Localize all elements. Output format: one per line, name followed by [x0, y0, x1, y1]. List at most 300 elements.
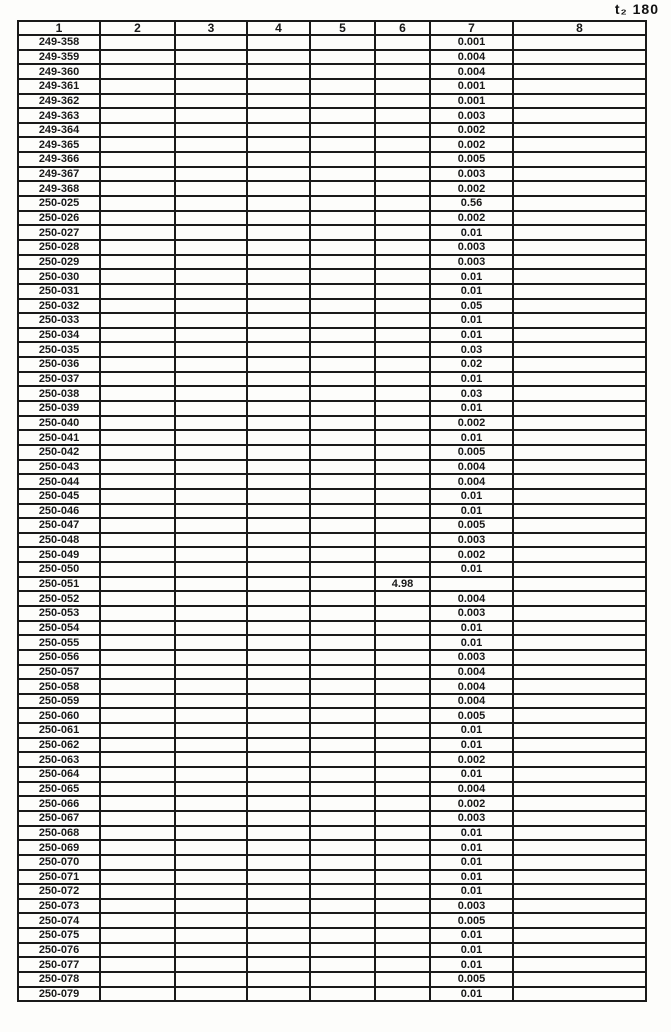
value-cell [310, 518, 375, 533]
value-cell [100, 840, 175, 855]
value-cell: 0.01 [430, 313, 513, 328]
value-cell: 0.005 [430, 518, 513, 533]
value-cell [513, 811, 646, 826]
row-id-cell: 250-070 [18, 855, 100, 870]
row-id-cell: 250-032 [18, 299, 100, 314]
value-cell [310, 650, 375, 665]
value-cell [175, 284, 247, 299]
value-cell [247, 855, 310, 870]
row-id-cell: 250-026 [18, 211, 100, 226]
row-id-cell: 250-069 [18, 840, 100, 855]
value-cell [247, 196, 310, 211]
value-cell [375, 972, 430, 987]
value-cell [100, 606, 175, 621]
value-cell [310, 50, 375, 65]
value-cell: 0.56 [430, 196, 513, 211]
value-cell [513, 357, 646, 372]
value-cell [513, 225, 646, 240]
value-cell [247, 606, 310, 621]
value-cell [100, 694, 175, 709]
value-cell [100, 518, 175, 533]
value-cell [100, 196, 175, 211]
value-cell [247, 240, 310, 255]
value-cell: 0.01 [430, 504, 513, 519]
value-cell [175, 460, 247, 475]
value-cell [100, 547, 175, 562]
value-cell [100, 137, 175, 152]
value-cell [310, 533, 375, 548]
value-cell [310, 708, 375, 723]
table-row [18, 328, 646, 343]
value-cell [100, 284, 175, 299]
table-row [18, 635, 646, 650]
value-cell [310, 577, 375, 592]
value-cell [513, 694, 646, 709]
table-row [18, 811, 646, 826]
row-id-cell: 250-065 [18, 782, 100, 797]
value-cell [175, 50, 247, 65]
value-cell [100, 913, 175, 928]
value-cell: 0.01 [430, 870, 513, 885]
table-row [18, 855, 646, 870]
value-cell: 0.01 [430, 928, 513, 943]
value-cell [100, 167, 175, 182]
value-cell [375, 504, 430, 519]
row-id-cell: 250-048 [18, 533, 100, 548]
value-cell: 0.05 [430, 299, 513, 314]
value-cell [247, 621, 310, 636]
table-row [18, 913, 646, 928]
value-cell [247, 108, 310, 123]
value-cell [513, 518, 646, 533]
column-header-5: 5 [310, 21, 375, 35]
table-row [18, 313, 646, 328]
value-cell [375, 284, 430, 299]
value-cell [310, 108, 375, 123]
value-cell [175, 752, 247, 767]
value-cell [310, 196, 375, 211]
value-cell [513, 445, 646, 460]
value-cell [375, 811, 430, 826]
value-cell [175, 386, 247, 401]
value-cell [310, 167, 375, 182]
value-cell [375, 416, 430, 431]
table-row [18, 460, 646, 475]
value-cell: 0.01 [430, 621, 513, 636]
value-cell [310, 460, 375, 475]
value-cell [175, 884, 247, 899]
value-cell [375, 752, 430, 767]
value-cell [375, 987, 430, 1002]
value-cell [175, 679, 247, 694]
table-row [18, 606, 646, 621]
value-cell [175, 708, 247, 723]
value-cell: 0.003 [430, 167, 513, 182]
value-cell [100, 181, 175, 196]
row-id-cell: 250-038 [18, 386, 100, 401]
value-cell: 0.004 [430, 460, 513, 475]
value-cell [375, 64, 430, 79]
value-cell [375, 372, 430, 387]
value-cell [310, 913, 375, 928]
value-cell [175, 738, 247, 753]
table-row [18, 826, 646, 841]
value-cell [175, 767, 247, 782]
value-cell [100, 811, 175, 826]
value-cell: 0.01 [430, 635, 513, 650]
value-cell [100, 386, 175, 401]
value-cell [375, 357, 430, 372]
column-header-1: 1 [18, 21, 100, 35]
row-id-cell: 250-077 [18, 957, 100, 972]
value-cell [310, 445, 375, 460]
value-cell [375, 957, 430, 972]
value-cell [513, 957, 646, 972]
table-row [18, 884, 646, 899]
value-cell [513, 299, 646, 314]
value-cell [375, 445, 430, 460]
table-row [18, 123, 646, 138]
value-cell: 0.004 [430, 474, 513, 489]
table-row [18, 299, 646, 314]
table-row [18, 445, 646, 460]
value-cell [513, 899, 646, 914]
value-cell: 0.01 [430, 328, 513, 343]
value-cell [375, 621, 430, 636]
value-cell [175, 196, 247, 211]
value-cell [513, 430, 646, 445]
value-cell [175, 665, 247, 680]
row-id-cell: 249-366 [18, 152, 100, 167]
row-id-cell: 250-036 [18, 357, 100, 372]
value-cell [513, 943, 646, 958]
value-cell [513, 635, 646, 650]
table-row [18, 50, 646, 65]
value-cell [375, 240, 430, 255]
value-cell [175, 957, 247, 972]
value-cell [175, 987, 247, 1002]
value-cell [310, 152, 375, 167]
value-cell [375, 767, 430, 782]
value-cell [513, 474, 646, 489]
table-row [18, 255, 646, 270]
row-id-cell: 250-040 [18, 416, 100, 431]
value-cell [513, 196, 646, 211]
value-cell [375, 943, 430, 958]
value-cell [100, 870, 175, 885]
row-id-cell: 250-079 [18, 987, 100, 1002]
value-cell [100, 562, 175, 577]
value-cell [175, 533, 247, 548]
value-cell [100, 943, 175, 958]
value-cell [375, 782, 430, 797]
value-cell [247, 123, 310, 138]
value-cell [375, 928, 430, 943]
value-cell: 0.002 [430, 796, 513, 811]
value-cell [247, 518, 310, 533]
value-cell [247, 269, 310, 284]
header-row [18, 21, 646, 35]
value-cell [513, 386, 646, 401]
value-cell [513, 577, 646, 592]
value-cell [247, 167, 310, 182]
value-cell [375, 679, 430, 694]
table-row [18, 137, 646, 152]
value-cell [100, 35, 175, 50]
value-cell [375, 211, 430, 226]
value-cell [310, 489, 375, 504]
value-cell [513, 401, 646, 416]
value-cell [513, 884, 646, 899]
value-cell [247, 884, 310, 899]
value-cell [175, 782, 247, 797]
value-cell [247, 547, 310, 562]
value-cell: 0.002 [430, 752, 513, 767]
value-cell [100, 650, 175, 665]
value-cell [513, 650, 646, 665]
value-cell [247, 504, 310, 519]
value-cell [310, 752, 375, 767]
value-cell [310, 357, 375, 372]
value-cell [175, 94, 247, 109]
table-row [18, 577, 646, 592]
value-cell [375, 152, 430, 167]
table-row [18, 767, 646, 782]
value-cell [310, 943, 375, 958]
value-cell: 0.03 [430, 342, 513, 357]
value-cell [175, 313, 247, 328]
table-row [18, 972, 646, 987]
value-cell [513, 108, 646, 123]
row-id-cell: 250-030 [18, 269, 100, 284]
value-cell [513, 181, 646, 196]
value-cell [375, 533, 430, 548]
value-cell [310, 840, 375, 855]
value-cell [100, 225, 175, 240]
value-cell: 0.005 [430, 913, 513, 928]
row-id-cell: 250-042 [18, 445, 100, 460]
value-cell: 0.004 [430, 782, 513, 797]
value-cell [375, 723, 430, 738]
value-cell [513, 708, 646, 723]
value-cell [513, 987, 646, 1002]
value-cell [247, 79, 310, 94]
value-cell [175, 137, 247, 152]
value-cell [175, 943, 247, 958]
value-cell [175, 372, 247, 387]
row-id-cell: 250-074 [18, 913, 100, 928]
value-cell [310, 606, 375, 621]
value-cell [310, 547, 375, 562]
value-cell [247, 928, 310, 943]
value-cell [310, 855, 375, 870]
value-cell: 0.002 [430, 416, 513, 431]
row-id-cell: 250-034 [18, 328, 100, 343]
value-cell [100, 79, 175, 94]
value-cell [310, 679, 375, 694]
row-id-cell: 249-360 [18, 64, 100, 79]
row-id-cell: 249-362 [18, 94, 100, 109]
value-cell [100, 460, 175, 475]
value-cell [513, 342, 646, 357]
value-cell [100, 957, 175, 972]
value-cell [513, 137, 646, 152]
row-id-cell: 250-075 [18, 928, 100, 943]
value-cell [100, 299, 175, 314]
row-id-cell: 250-055 [18, 635, 100, 650]
value-cell [175, 108, 247, 123]
table-row [18, 240, 646, 255]
value-cell [247, 577, 310, 592]
value-cell [513, 123, 646, 138]
value-cell [375, 50, 430, 65]
value-cell [175, 694, 247, 709]
value-cell [513, 782, 646, 797]
value-cell [100, 489, 175, 504]
value-cell [310, 621, 375, 636]
value-cell [175, 445, 247, 460]
value-cell [247, 94, 310, 109]
table-row [18, 167, 646, 182]
value-cell [310, 723, 375, 738]
table-row [18, 562, 646, 577]
value-cell [513, 211, 646, 226]
value-cell: 0.03 [430, 386, 513, 401]
value-cell [513, 796, 646, 811]
value-cell [375, 489, 430, 504]
column-header-4: 4 [247, 21, 310, 35]
value-cell [100, 445, 175, 460]
row-id-cell: 250-066 [18, 796, 100, 811]
table-row [18, 342, 646, 357]
value-cell [247, 357, 310, 372]
value-cell: 0.01 [430, 430, 513, 445]
table-row [18, 94, 646, 109]
row-id-cell: 249-368 [18, 181, 100, 196]
value-cell [513, 840, 646, 855]
table-row [18, 430, 646, 445]
value-cell [247, 826, 310, 841]
value-cell [310, 137, 375, 152]
value-cell: 0.01 [430, 826, 513, 841]
row-id-cell: 249-365 [18, 137, 100, 152]
row-id-cell: 250-062 [18, 738, 100, 753]
value-cell [310, 401, 375, 416]
value-cell [100, 665, 175, 680]
value-cell: 0.01 [430, 562, 513, 577]
value-cell [513, 152, 646, 167]
value-cell [247, 50, 310, 65]
value-cell [513, 928, 646, 943]
row-id-cell: 250-073 [18, 899, 100, 914]
value-cell [175, 870, 247, 885]
value-cell: 4.98 [375, 577, 430, 592]
value-cell [247, 64, 310, 79]
table-row [18, 108, 646, 123]
table-row [18, 401, 646, 416]
value-cell [100, 123, 175, 138]
value-cell [175, 547, 247, 562]
value-cell [247, 782, 310, 797]
value-cell: 0.005 [430, 708, 513, 723]
value-cell [310, 504, 375, 519]
column-header-8: 8 [513, 21, 646, 35]
value-cell [310, 342, 375, 357]
value-cell [375, 665, 430, 680]
row-id-cell: 250-043 [18, 460, 100, 475]
value-cell: 0.005 [430, 445, 513, 460]
value-cell: 0.005 [430, 152, 513, 167]
table-row [18, 518, 646, 533]
value-cell: 0.01 [430, 225, 513, 240]
value-cell [175, 635, 247, 650]
row-id-cell: 250-064 [18, 767, 100, 782]
value-cell [100, 591, 175, 606]
value-cell [513, 79, 646, 94]
value-cell [513, 167, 646, 182]
row-id-cell: 250-067 [18, 811, 100, 826]
value-cell [247, 152, 310, 167]
value-cell [247, 943, 310, 958]
row-id-cell: 250-056 [18, 650, 100, 665]
table-row [18, 35, 646, 50]
value-cell [175, 357, 247, 372]
value-cell: 0.01 [430, 372, 513, 387]
value-cell [513, 372, 646, 387]
value-cell [175, 342, 247, 357]
value-cell [175, 181, 247, 196]
value-cell [375, 123, 430, 138]
value-cell [175, 328, 247, 343]
value-cell [247, 899, 310, 914]
value-cell: 0.01 [430, 489, 513, 504]
value-cell [100, 94, 175, 109]
value-cell [375, 313, 430, 328]
value-cell [247, 401, 310, 416]
value-cell [513, 913, 646, 928]
table-row [18, 284, 646, 299]
value-cell [375, 840, 430, 855]
value-cell [513, 826, 646, 841]
value-cell [310, 328, 375, 343]
row-id-cell: 249-367 [18, 167, 100, 182]
table-row [18, 870, 646, 885]
table-row [18, 357, 646, 372]
value-cell [310, 299, 375, 314]
row-id-cell: 250-052 [18, 591, 100, 606]
table-row [18, 738, 646, 753]
value-cell [100, 372, 175, 387]
value-cell: 0.01 [430, 269, 513, 284]
column-header-7: 7 [430, 21, 513, 35]
row-id-cell: 250-044 [18, 474, 100, 489]
row-id-cell: 250-058 [18, 679, 100, 694]
table-row [18, 621, 646, 636]
value-cell [375, 181, 430, 196]
value-cell: 0.004 [430, 50, 513, 65]
value-cell: 0.001 [430, 94, 513, 109]
value-cell [247, 562, 310, 577]
table-row [18, 386, 646, 401]
value-cell [247, 811, 310, 826]
value-cell [310, 987, 375, 1002]
value-cell [513, 313, 646, 328]
value-cell [247, 313, 310, 328]
row-id-cell: 249-363 [18, 108, 100, 123]
value-cell [247, 181, 310, 196]
table-row [18, 489, 646, 504]
value-cell [175, 416, 247, 431]
